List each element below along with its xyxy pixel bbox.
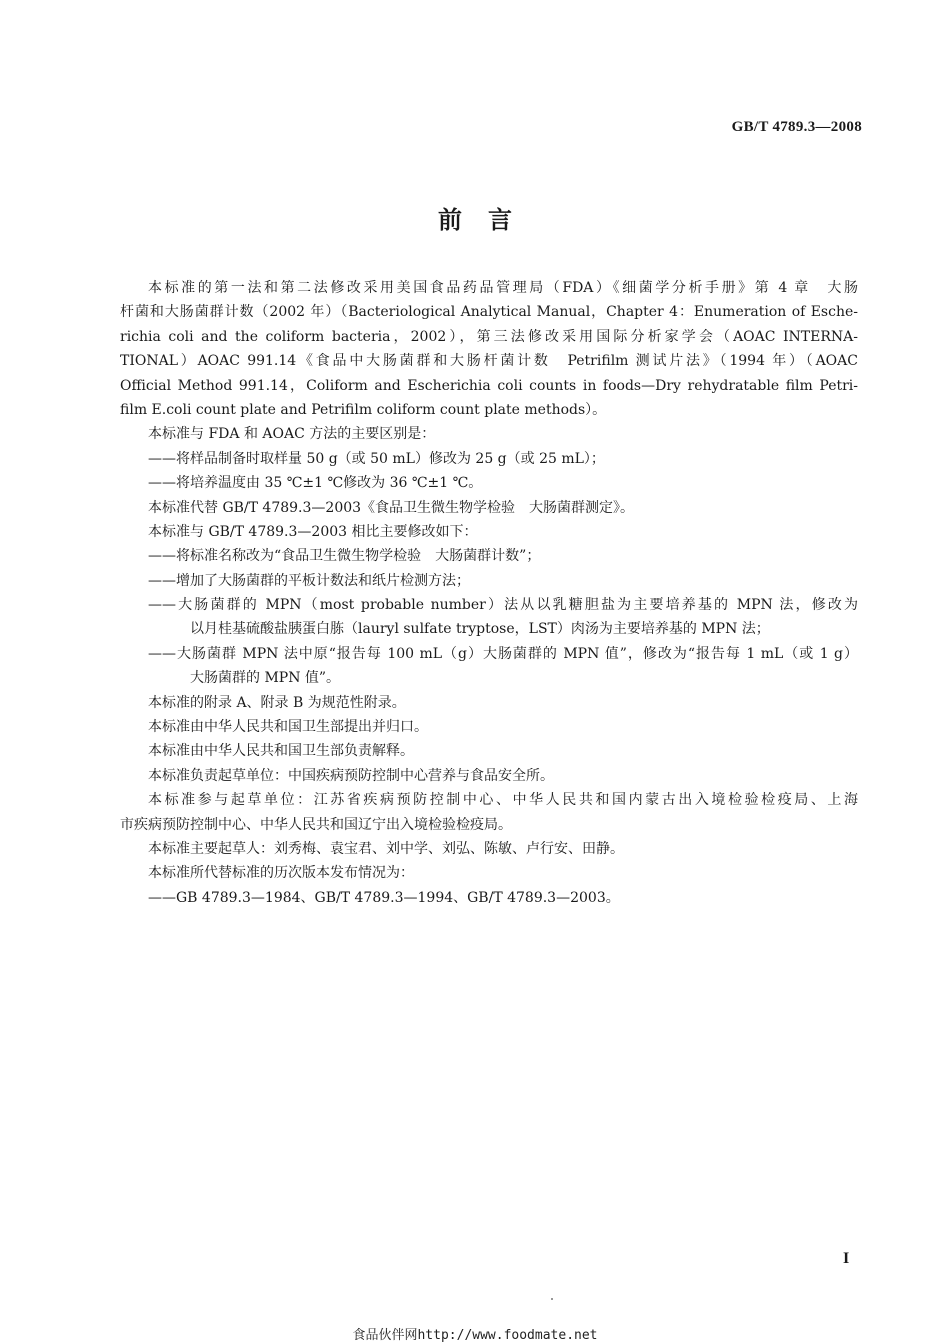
page-number: I <box>843 1250 850 1267</box>
paragraph-line: 本标准的附录 A、附录 B 为规范性附录。 <box>148 694 406 711</box>
footer-watermark[interactable]: 食品伙伴网http://www.foodmate.net <box>352 1328 598 1343</box>
page-title: 前言 <box>438 206 538 234</box>
paragraph-line: 本标准代替 GB/T 4789.3—2003《食品卫生微生物学检验 大肠菌群测定》。 <box>148 499 635 516</box>
list-item-continuation: 大肠菌群的 MPN 值”。 <box>190 670 341 687</box>
standard-number: GB/T 4789.3—2008 <box>731 119 862 135</box>
paragraph-line: TIONAL）AOAC 991.14《食品中大肠菌群和大肠杆菌计数 Petrifilm 测试片法》（1994 年）（AOAC <box>120 353 858 370</box>
list-item-continuation: 以月桂基硫酸盐胰蛋白胨（lauryl sulfate tryptose，LST）肉汤为主要培养基的 MPN 法； <box>190 621 770 638</box>
paragraph-line: film E.coli count plate and Petrifilm coliform count plate methods）。 <box>120 401 607 418</box>
paragraph-line: 本标准与 FDA 和 AOAC 方法的主要区别是： <box>148 426 436 443</box>
paragraph-line: 本标准由中华人民共和国卫生部提出并归口。 <box>148 719 428 736</box>
paragraph-line: 市疾病预防控制中心、中华人民共和国辽宁出入境检验检疫局。 <box>120 816 512 833</box>
paragraph-line: 本标准的第一法和第二法修改采用美国食品药品管理局（FDA）《细菌学分析手册》第 4 章 大肠 <box>148 280 858 296</box>
list-item: ——增加了大肠菌群的平板计数法和纸片检测方法； <box>148 572 470 589</box>
paragraph-line: richia coli and the coliform bacteria，2002），第三法修改采用国际分析家学会（AOAC INTERNA- <box>120 328 858 345</box>
paragraph-line: Official Method 991.14，Coliform and Escherichia coli counts in foods—Dry rehydratable film Petri- <box>120 377 858 394</box>
list-item: ——将样品制备时取样量 50 g（或 50 mL）修改为 25 g（或 25 mL）； <box>148 450 605 467</box>
paragraph-line: 本标准由中华人民共和国卫生部负责解释。 <box>148 743 414 760</box>
list-item: ——大肠菌群的 MPN（most probable number）法从以乳糖胆盐为主要培养基的 MPN 法，修改为 <box>148 597 858 614</box>
list-item: ——大肠菌群 MPN 法中原“报告每 100 mL（g）大肠菌群的 MPN 值”，修改为“报告每 1 mL（或 1 g） <box>148 645 858 662</box>
document-body <box>120 276 858 910</box>
paragraph-line: 本标准参与起草单位：江苏省疾病预防控制中心、中华人民共和国内蒙古出入境检验检疫局、上海 <box>148 792 858 809</box>
paragraph-line: 本标准负责起草单位：中国疾病预防控制中心营养与食品安全所。 <box>148 767 554 784</box>
paragraph-line: 本标准所代替标准的历次版本发布情况为： <box>148 865 414 882</box>
paragraph-line: 杆菌和大肠菌群计数（2002 年）（Bacteriological Analytical Manual，Chapter 4：Enumeration of Esche- <box>120 304 858 321</box>
speck-mark <box>551 1298 553 1300</box>
paragraph-line: 本标准主要起草人：刘秀梅、袁宝君、刘中学、刘弘、陈敏、卢行安、田静。 <box>148 840 624 857</box>
list-item: ——GB 4789.3—1984、GB/T 4789.3—1994、GB/T 4789.3—2003。 <box>148 889 620 906</box>
list-item: ——将标准名称改为“食品卫生微生物学检验 大肠菌群计数”； <box>148 548 541 565</box>
paragraph-line: 本标准与 GB/T 4789.3—2003 相比主要修改如下： <box>148 523 478 540</box>
list-item: ——将培养温度由 35 ℃±1 ℃修改为 36 ℃±1 ℃。 <box>148 475 483 492</box>
